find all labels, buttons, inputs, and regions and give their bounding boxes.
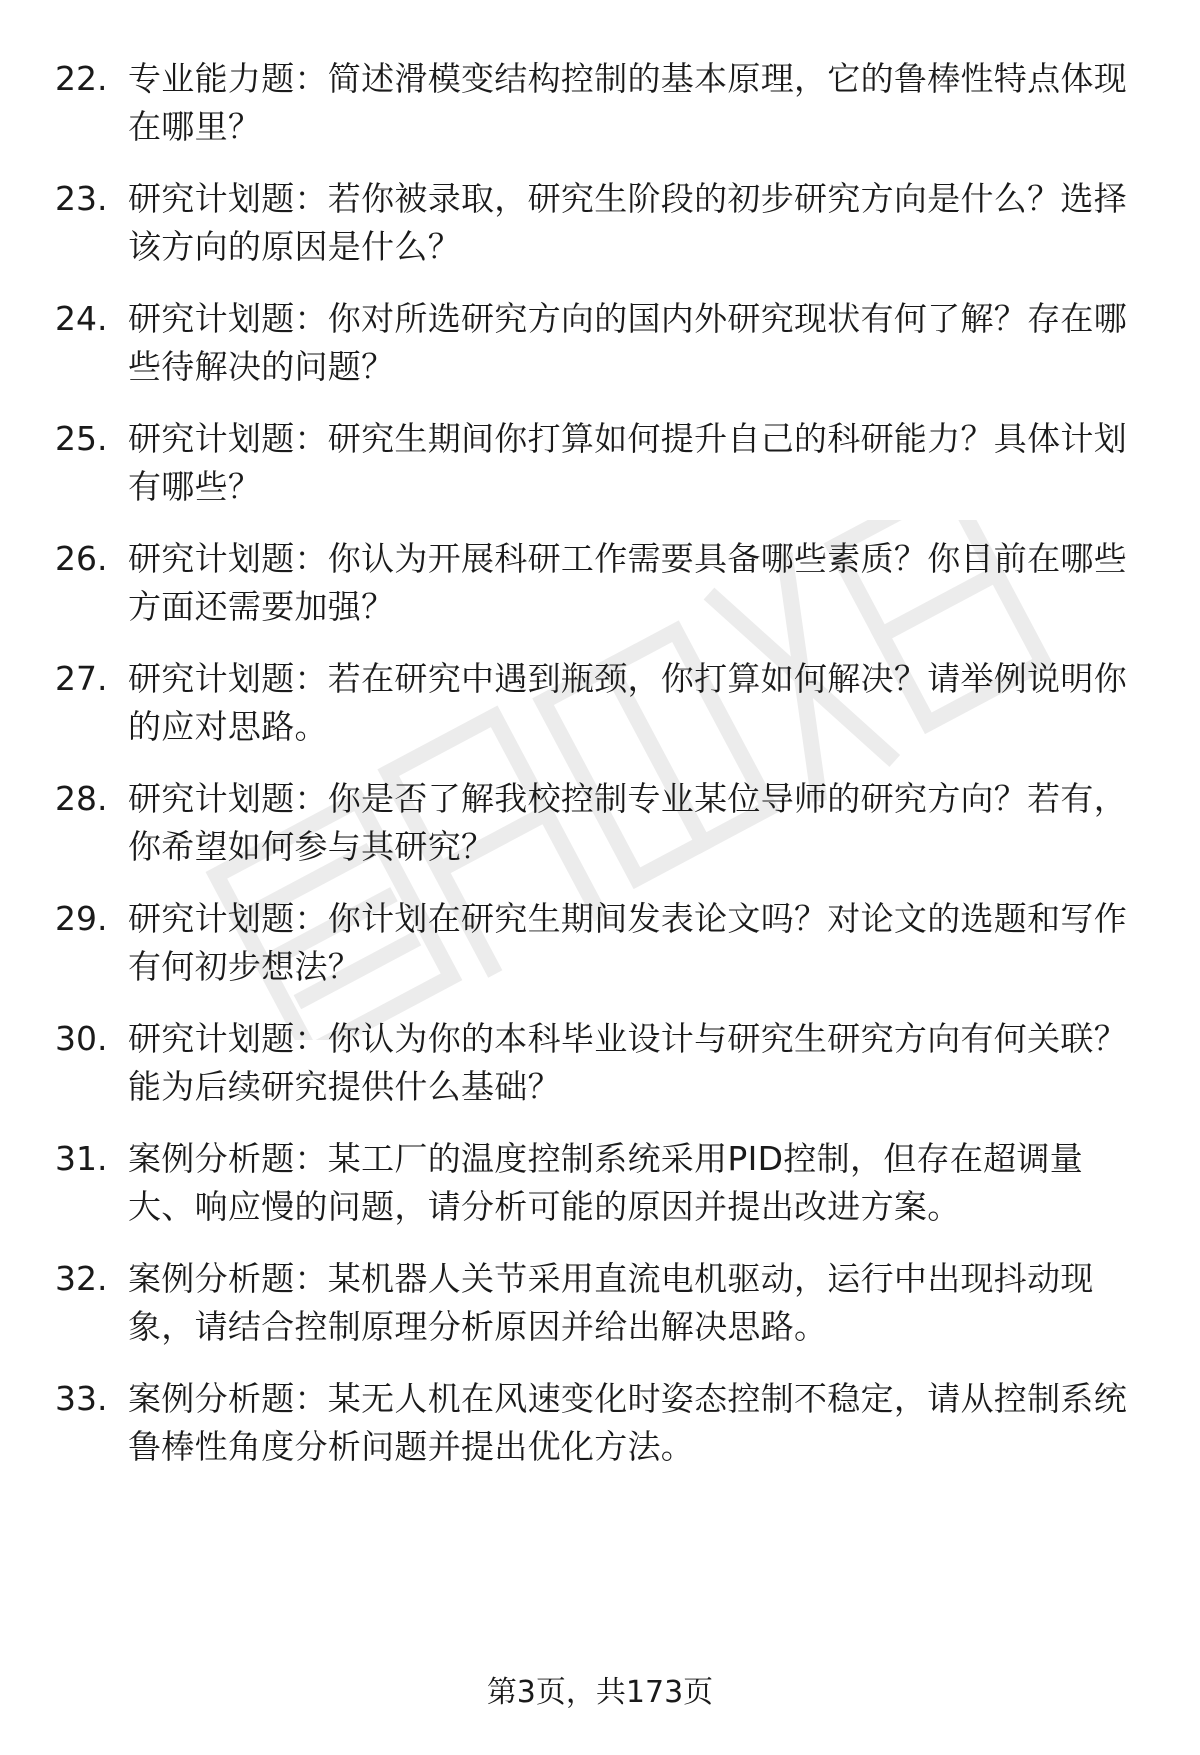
question-number: 28. [55,779,108,818]
question-item [0,295,1200,391]
question-text: 研究计划题：若你被录取，研究生阶段的初步研究方向是什么？选择该方向的原因是什么？ [128,179,1127,266]
question-text: 案例分析题：某无人机在风速变化时姿态控制不稳定，请从控制系统鲁棒性角度分析问题并提出优化方法。 [128,1379,1127,1466]
question-number: 33. [55,1379,108,1418]
question-item [0,1015,1200,1111]
question-item [0,175,1200,271]
question-text: 案例分析题：某工厂的温度控制系统采用PID控制，但存在超调量大、响应慢的问题，请分析可能的原因并提出改进方案。 [128,1139,1084,1226]
question-text: 案例分析题：某机器人关节采用直流电机驱动，运行中出现抖动现象，请结合控制原理分析原因并给出解决思路。 [128,1259,1094,1346]
page-footer: 第3页，共173页 [486,1675,714,1710]
question-item [0,55,1200,151]
question-number: 27. [55,659,108,698]
question-item [0,535,1200,631]
question-number: 23. [55,179,108,218]
question-number: 31. [55,1139,108,1178]
question-text: 研究计划题：你认为开展科研工作需要具备哪些素质？你目前在哪些方面还需要加强？ [128,539,1127,626]
question-text: 研究计划题：你对所选研究方向的国内外研究现状有何了解？存在哪些待解决的问题？ [128,299,1127,386]
question-item [0,1135,1200,1231]
question-number: 22. [55,59,108,98]
question-text: 研究计划题：若在研究中遇到瓶颈，你打算如何解决？请举例说明你的应对思路。 [128,659,1127,746]
question-text: 研究计划题：研究生期间你打算如何提升自己的科研能力？具体计划有哪些？ [128,419,1127,506]
question-item [0,1255,1200,1351]
question-text: 专业能力题：简述滑模变结构控制的基本原理，它的鲁棒性特点体现在哪里？ [128,59,1127,146]
question-item [0,655,1200,751]
question-number: 24. [55,299,108,338]
question-item [0,1375,1200,1471]
question-text: 研究计划题：你是否了解我校控制专业某位导师的研究方向？若有，你希望如何参与其研究？ [128,779,1127,866]
question-number: 29. [55,899,108,938]
question-number: 32. [55,1259,108,1298]
question-text: 研究计划题：你认为你的本科毕业设计与研究生研究方向有何关联？能为后续研究提供什么基础？ [128,1019,1127,1106]
question-number: 30. [55,1019,108,1058]
question-number: 26. [55,539,108,578]
question-number: 25. [55,419,108,458]
question-item [0,895,1200,991]
question-item [0,415,1200,511]
question-text: 研究计划题：你计划在研究生期间发表论文吗？对论文的选题和写作有何初步想法？ [128,899,1127,986]
question-item [0,775,1200,871]
